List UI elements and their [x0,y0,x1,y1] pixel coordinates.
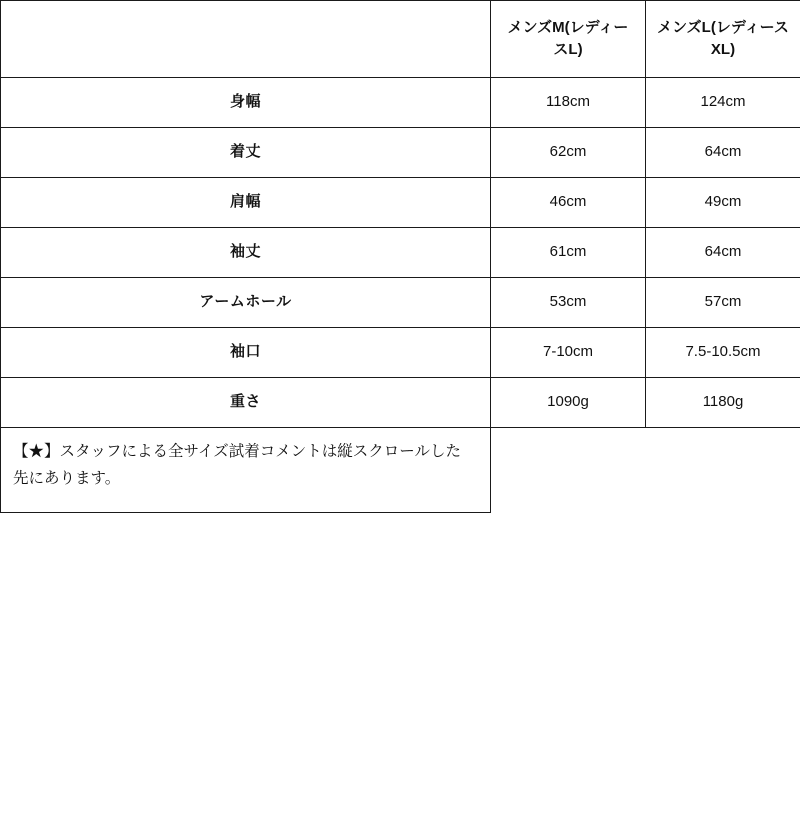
table-row [1,278,800,328]
table-header-row [1,1,800,78]
row-label: 着丈 [1,128,491,178]
row-value-size-2: 64cm [646,128,800,178]
row-label: アームホール [1,278,491,328]
header-cell-size-1: メンズM(レディースL) [491,1,646,78]
row-label: 重さ [1,378,491,428]
row-value-size-1: 1090g [491,378,646,428]
note-blank-cell-2 [646,428,800,513]
note-blank-cell-1 [491,428,646,513]
row-value-size-2: 7.5-10.5cm [646,328,800,378]
table-row [1,378,800,428]
row-label: 袖口 [1,328,491,378]
row-value-size-1: 118cm [491,78,646,128]
row-value-size-2: 57cm [646,278,800,328]
header-cell-size-2: メンズL(レディースXL) [646,1,800,78]
row-value-size-1: 46cm [491,178,646,228]
row-value-size-2: 124cm [646,78,800,128]
header-cell-empty [1,1,491,78]
row-value-size-1: 7-10cm [491,328,646,378]
table-row [1,228,800,278]
row-value-size-1: 61cm [491,228,646,278]
table-row [1,128,800,178]
row-label: 袖丈 [1,228,491,278]
table-row [1,78,800,128]
row-value-size-2: 1180g [646,378,800,428]
size-chart-note: 【★】スタッフによる全サイズ試着コメントは縦スクロールした先にあります。 [1,428,491,513]
table-note-row [1,428,800,513]
row-value-size-2: 49cm [646,178,800,228]
row-label: 肩幅 [1,178,491,228]
table-row [1,328,800,378]
row-value-size-1: 62cm [491,128,646,178]
row-label: 身幅 [1,78,491,128]
table-row [1,178,800,228]
page-whitespace [0,513,800,813]
row-value-size-2: 64cm [646,228,800,278]
row-value-size-1: 53cm [491,278,646,328]
